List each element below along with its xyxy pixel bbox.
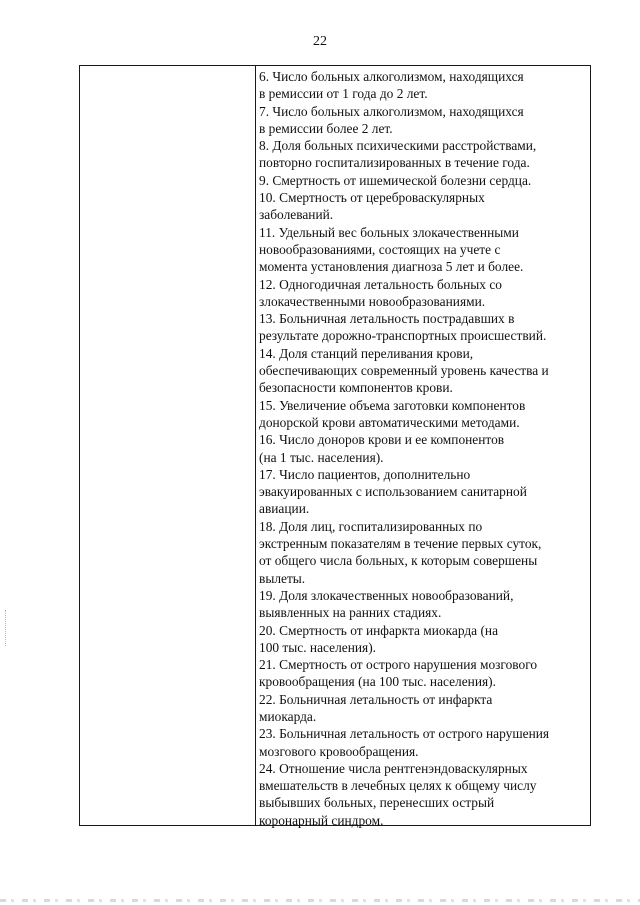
list-item-line: от общего числа больных, к которым совершены (259, 553, 538, 569)
list-item-line: в ремиссии от 1 года до 2 лет. (259, 86, 428, 102)
list-item-line: 15. Увеличение объема заготовки компонентов (259, 397, 526, 413)
list-item-line: 6. Число больных алкоголизмом, находящихся (259, 69, 524, 84)
list-item-line: вмешательств в лечебных целях к общему числу (259, 778, 537, 794)
table-right-column (256, 66, 590, 828)
list-item-line: миокарда. (259, 708, 317, 724)
list-item-line: 11. Удельный вес больных злокачественными (259, 224, 519, 240)
list-item (259, 345, 588, 397)
list-item-line: 100 тыс. населения). (259, 639, 377, 655)
list-item-line: эвакуированных с использованием санитарной (259, 484, 527, 500)
list-item (259, 622, 588, 657)
list-item-line: 19. Доля злокачественных новообразований, (259, 587, 514, 603)
list-item-line: (на 1 тыс. населения). (259, 449, 384, 465)
list-item (259, 189, 588, 224)
list-item-line: 20. Смертность от инфаркта миокарда (на (259, 622, 499, 638)
list-item (259, 587, 588, 622)
list-item-line: 8. Доля больных психическими расстройствами, (259, 138, 537, 154)
list-item (259, 172, 588, 189)
list-item (259, 691, 588, 726)
list-item (259, 725, 588, 760)
list-item (259, 310, 588, 345)
list-item (259, 68, 588, 103)
scan-margin-mark (5, 610, 7, 646)
list-item-line: 23. Больничная летальность от острого нарушения (259, 726, 550, 742)
list-item-line: безопасности компонентов крови. (259, 380, 453, 396)
list-item-line: 22. Больничная летальность от инфаркта (259, 691, 493, 707)
list-item (259, 224, 588, 276)
list-item-line: злокачественными новообразованиями. (259, 293, 486, 309)
list-item-line: 7. Число больных алкоголизмом, находящихся (259, 103, 524, 119)
list-item-line: повторно госпитализированных в течение года. (259, 155, 530, 171)
list-item-line: авиации. (259, 501, 310, 517)
list-item-line: момента установления диагноза 5 лет и более. (259, 259, 524, 275)
scan-bottom-noise (0, 899, 640, 902)
indicator-table (79, 65, 591, 826)
list-item-line: 21. Смертность от острого нарушения мозгового (259, 657, 538, 673)
table-left-column (80, 66, 256, 825)
list-item-line: 14. Доля станций переливания крови, (259, 345, 474, 361)
list-item-line: 18. Доля лиц, госпитализированных по (259, 518, 483, 534)
list-item-line: экстренным показателям в течение первых суток, (259, 536, 542, 552)
list-item-line: 10. Смертность от цереброваскулярных (259, 190, 485, 206)
list-item-line: 13. Больничная летальность пострадавших в (259, 311, 515, 327)
list-item (259, 656, 588, 691)
list-item-line: 17. Число пациентов, дополнительно (259, 466, 471, 482)
list-item-line: выбывших больных, перенесших острый (259, 795, 495, 811)
list-item-line: новообразованиями, состоящих на учете с (259, 241, 501, 257)
list-item-line: 9. Смертность от ишемической болезни сердца. (259, 172, 532, 188)
list-item (259, 466, 588, 518)
list-item-line: кровообращения (на 100 тыс. населения). (259, 674, 496, 690)
list-item (259, 397, 588, 432)
list-item (259, 431, 588, 466)
list-item (259, 518, 588, 587)
list-item-line: заболеваний. (259, 207, 334, 223)
list-item-line: результате дорожно-транспортных происшествий. (259, 328, 547, 344)
list-item-line: 12. Одногодичная летальность больных со (259, 276, 502, 292)
list-item-line: коронарный синдром. (259, 812, 384, 828)
list-item (259, 137, 588, 172)
list-item (259, 276, 588, 311)
list-item-line: мозгового кровообращения. (259, 743, 419, 759)
list-item-line: вылеты. (259, 570, 306, 586)
list-item-line: выявленных на ранних стадиях. (259, 605, 442, 621)
list-item (259, 103, 588, 138)
list-item-line: обеспечивающих современный уровень качества и (259, 363, 549, 379)
list-item-line: 16. Число доноров крови и ее компонентов (259, 432, 505, 448)
list-item-line: в ремиссии более 2 лет. (259, 120, 393, 136)
list-item-line: 24. Отношение числа рентгенэндоваскулярных (259, 760, 528, 776)
list-item-line: донорской крови автоматическими методами. (259, 414, 520, 430)
list-item (259, 760, 588, 829)
page-number: 22 (313, 34, 327, 49)
indicator-list (259, 68, 588, 829)
